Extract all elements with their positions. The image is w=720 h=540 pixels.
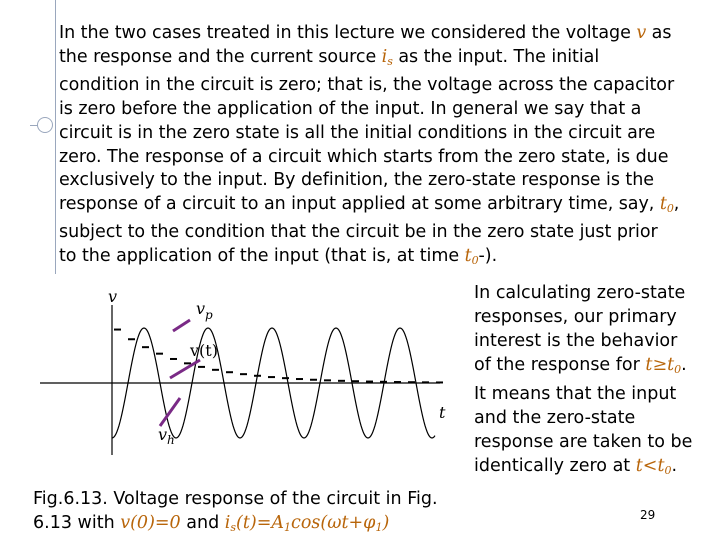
figure-caption <box>33 487 463 540</box>
decorative-circle <box>37 117 53 133</box>
paragraph-line: is zero before the application of the input. In general we say that a <box>59 98 642 119</box>
paragraph-line: subject to the condition that the circuit be in the zero state just prior <box>59 222 658 243</box>
voltage-response-figure <box>30 280 460 480</box>
side-note-line: identically zero at $t<t_0$. <box>474 456 678 477</box>
paragraph-line: exclusively to the input. By definition, the zero-state response is the <box>59 170 654 191</box>
vp-label: $v_p$ <box>196 299 213 322</box>
vh-arrow <box>160 398 180 426</box>
voltage-response-plot <box>30 280 460 480</box>
main-paragraph <box>59 22 699 273</box>
side-note-line: response are taken to be <box>474 432 693 452</box>
paragraph-line: zero. The response of a circuit which starts from the zero state, is due <box>59 146 669 167</box>
side-note-line: of the response for $t\ge t_0$. <box>474 355 687 376</box>
side-note-line: responses, our primary <box>474 307 677 327</box>
paragraph-line: In the two cases treated in this lecture we considered the voltage v as <box>59 23 672 43</box>
paragraph-line: condition in the circuit is zero; that is, the voltage across the capacitor <box>59 74 675 95</box>
side-note-line: It means that the input <box>474 384 677 404</box>
paragraph-line: the response and the current source $i_s$ as the input. The initial <box>59 46 600 68</box>
side-note-line: interest is the behavior <box>474 331 678 351</box>
t-axis-label: t <box>439 403 446 422</box>
v-axis-label: v <box>108 287 118 306</box>
side-note <box>474 281 710 483</box>
caption-line: Fig.6.13. Voltage response of the circuit in Fig. <box>33 489 438 509</box>
page-number: 29 <box>640 508 656 522</box>
side-note-line: In calculating zero-state <box>474 283 686 303</box>
paragraph-line: response of a circuit to an input applied at some arbitrary time, say, $t_0$, <box>59 194 680 216</box>
vh-label: $v_h$ <box>158 425 175 447</box>
paragraph-line: circuit is in the zero state is all the initial conditions in the circuit are <box>59 122 656 143</box>
side-note-line: and the zero-state <box>474 408 636 428</box>
vt-label: v(t) <box>190 341 218 360</box>
decorative-vertical-rule <box>55 0 56 274</box>
paragraph-line: to the application of the input (that is, at time $t_0-$). <box>59 246 498 268</box>
caption-line: 6.13 with v(0)=0 and $i_s(t)=A_1\cos(\omega t+\varphi_1)$ <box>33 513 390 534</box>
vp-arrow <box>173 320 190 331</box>
